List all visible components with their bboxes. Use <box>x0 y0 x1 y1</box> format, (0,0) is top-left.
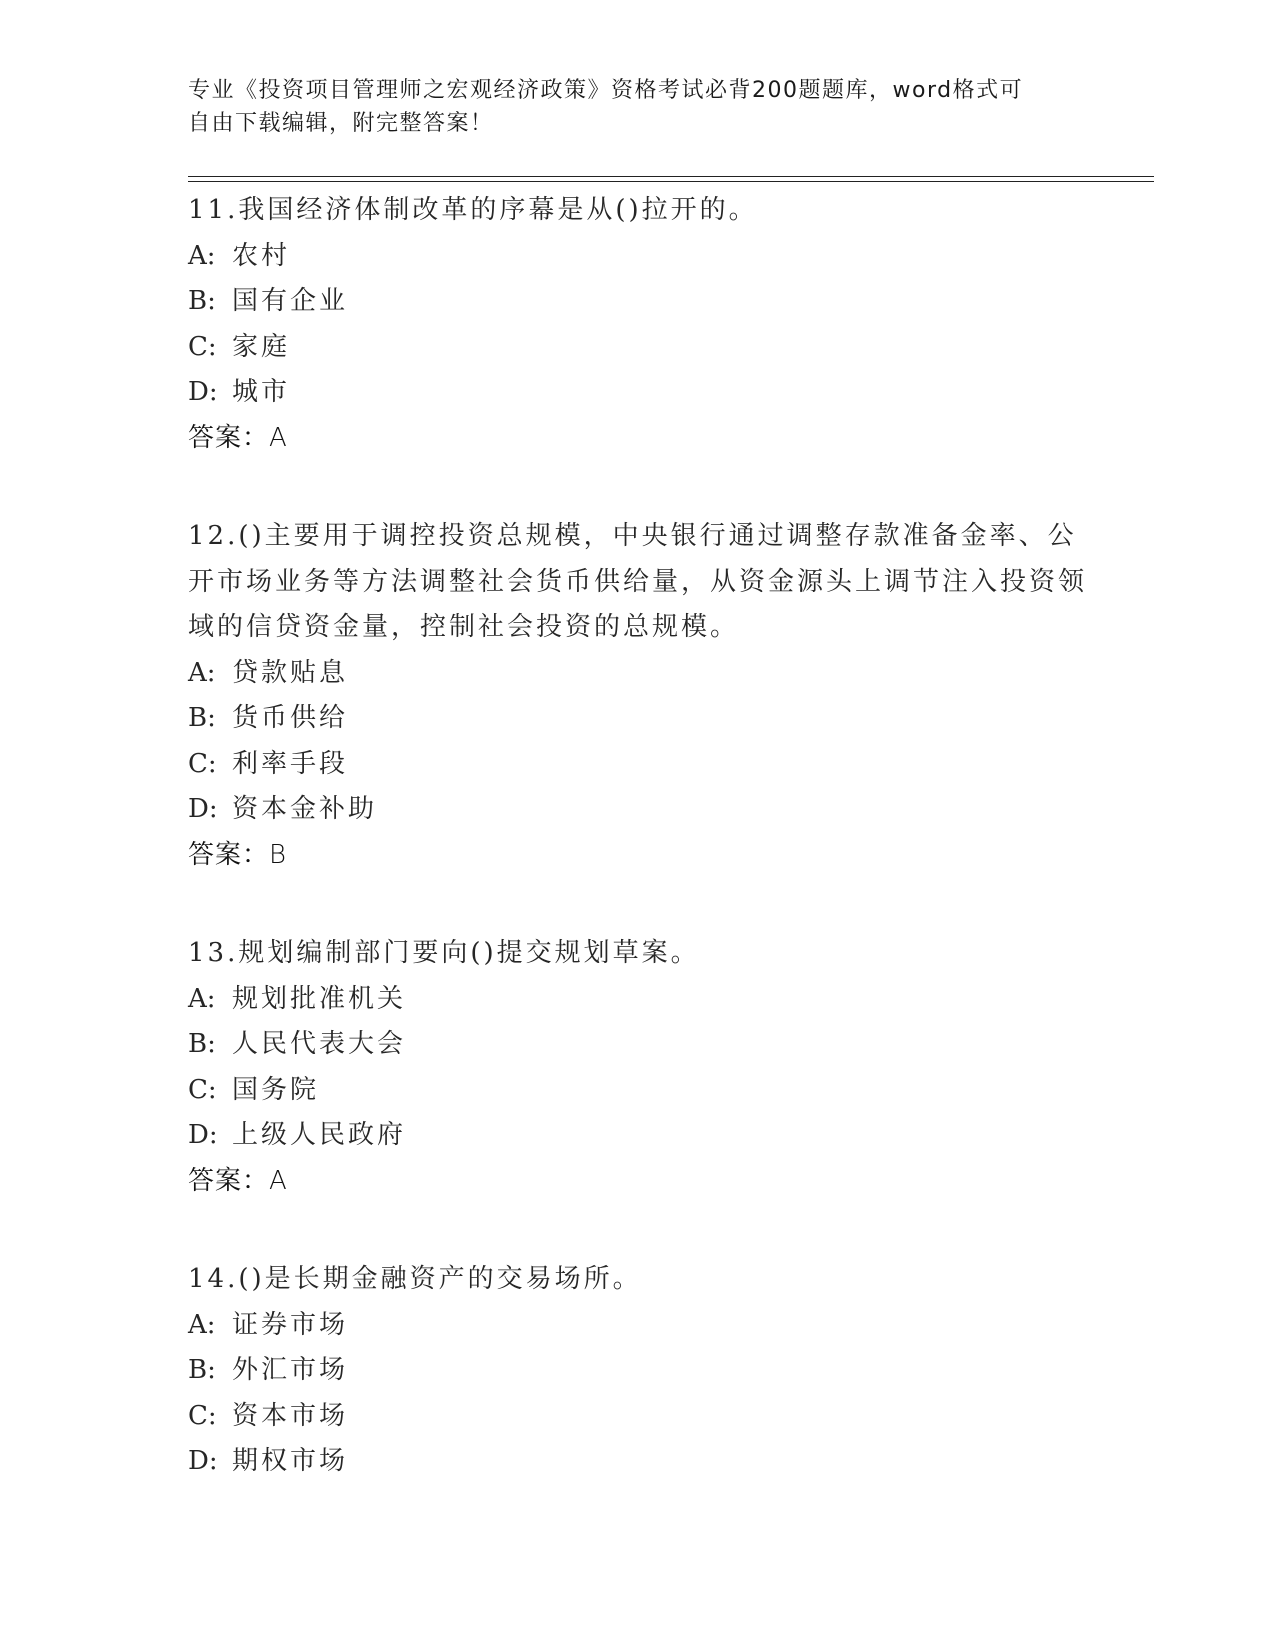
option-d <box>188 787 1088 833</box>
answer-line: 答案：A <box>188 422 288 453</box>
option-text: 人民代表大会 <box>232 1029 407 1059</box>
option-text: 外汇市场 <box>232 1355 349 1385</box>
option-letter: B: <box>188 1029 216 1059</box>
option-text: 期权市场 <box>232 1446 349 1476</box>
option-text: 贷款贴息 <box>232 657 349 688</box>
option-text: 证券市场 <box>232 1309 349 1340</box>
option-a <box>188 977 1088 1023</box>
question-stem: 13.规划编制部门要向()提交规划草案。 <box>188 938 700 968</box>
option-text: 国有企业 <box>232 286 349 316</box>
option-letter: B: <box>188 286 216 316</box>
document-header <box>188 74 1068 140</box>
option-d <box>188 1439 1088 1485</box>
option-d <box>188 370 1088 416</box>
option-b <box>188 1348 1088 1394</box>
option-letter: A: <box>188 240 216 271</box>
option-text: 上级人民政府 <box>232 1120 407 1150</box>
option-letter: C: <box>188 331 217 362</box>
option-text: 规划批准机关 <box>232 983 407 1014</box>
question-12 <box>188 514 1088 878</box>
option-text: 城市 <box>232 377 291 407</box>
question-11 <box>188 188 1088 461</box>
header-line-2: 自由下载编辑，附完整答案！ <box>188 111 494 136</box>
answer-line: 答案：B <box>188 839 288 870</box>
option-letter: D: <box>188 1446 218 1476</box>
option-a <box>188 1303 1088 1349</box>
option-c <box>188 1394 1088 1440</box>
option-c <box>188 1068 1088 1114</box>
question-stem: 14.()是长期金融资产的交易场所。 <box>188 1264 642 1294</box>
option-letter: A: <box>188 983 216 1014</box>
option-b <box>188 696 1088 742</box>
question-list <box>188 188 1088 1538</box>
option-letter: C: <box>188 748 217 779</box>
option-b <box>188 1022 1088 1068</box>
header-divider-top <box>188 176 1154 177</box>
question-stem: 11.我国经济体制改革的序幕是从()拉开的。 <box>188 195 758 225</box>
question-stem: 12.()主要用于调控投资总规模，中央银行通过调整存款准备金率、公开市场业务等方法调整社会货币供给量，从资金源头上调节注入投资领域的信贷资金量，控制社会投资的总规模。 <box>188 521 1088 642</box>
option-c <box>188 325 1088 371</box>
option-letter: D: <box>188 377 218 407</box>
answer-line: 答案：A <box>188 1165 288 1196</box>
option-d <box>188 1113 1088 1159</box>
option-text: 资本市场 <box>232 1400 349 1431</box>
option-text: 家庭 <box>232 331 291 362</box>
question-14 <box>188 1257 1088 1485</box>
option-a <box>188 651 1088 697</box>
header-divider-bottom <box>188 181 1154 182</box>
option-c <box>188 742 1088 788</box>
option-letter: C: <box>188 1400 217 1431</box>
option-letter: B: <box>188 1355 216 1385</box>
option-letter: A: <box>188 1309 216 1340</box>
option-text: 农村 <box>232 240 291 271</box>
option-letter: D: <box>188 1120 218 1150</box>
option-b <box>188 279 1088 325</box>
option-text: 利率手段 <box>232 748 349 779</box>
option-text: 资本金补助 <box>232 794 378 824</box>
option-letter: D: <box>188 794 218 824</box>
option-text: 货币供给 <box>232 703 349 733</box>
header-line-1: 专业《投资项目管理师之宏观经济政策》资格考试必背200题题库，word格式可 <box>188 78 1024 103</box>
option-text: 国务院 <box>232 1074 320 1105</box>
question-13 <box>188 931 1088 1204</box>
option-letter: A: <box>188 657 216 688</box>
option-letter: C: <box>188 1074 217 1105</box>
option-letter: B: <box>188 703 216 733</box>
option-a <box>188 234 1088 280</box>
